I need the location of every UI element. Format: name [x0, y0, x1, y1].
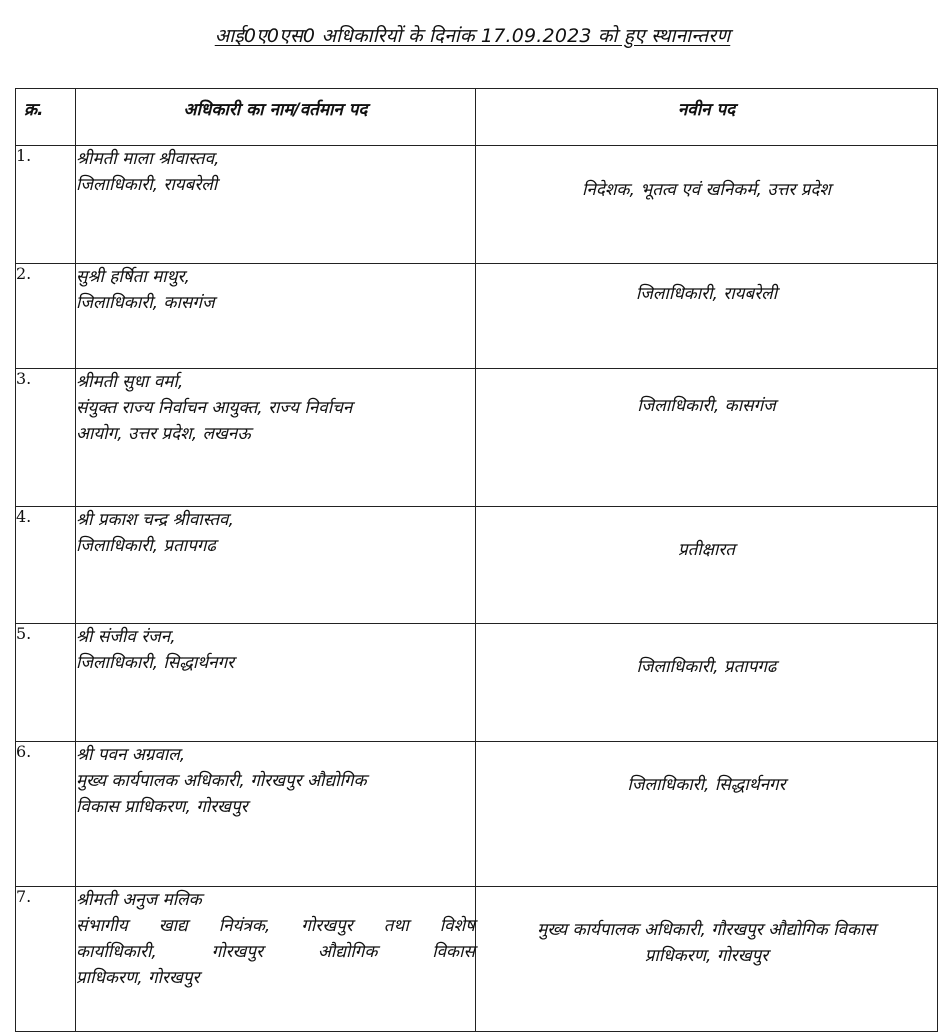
- table-row: [16, 742, 938, 887]
- table-row: [16, 146, 938, 264]
- officer-line: श्रीमती अनुज मलिक: [76, 890, 202, 910]
- table-row: [16, 264, 938, 369]
- officer-line: विकास प्राधिकरण, गोरखपुर: [76, 797, 248, 817]
- new-post-line: निदेशक, भूतत्व एवं खनिकर्म, उत्तर प्रदेश: [581, 180, 831, 200]
- table-header-row: [16, 89, 938, 146]
- officer-name-current-post: [76, 624, 476, 742]
- officer-name-current-post: [76, 742, 476, 887]
- serial-number: 1.: [16, 146, 76, 264]
- officer-line: श्री प्रकाश चन्द्र श्रीवास्तव,: [76, 510, 234, 530]
- table-row: [16, 369, 938, 507]
- new-post: [476, 507, 938, 624]
- new-post: [476, 146, 938, 264]
- officer-name-current-post: [76, 507, 476, 624]
- officer-line: जिलाधिकारी, प्रतापगढ: [76, 536, 216, 556]
- officer-line: सुश्री हर्षिता माथुर,: [76, 267, 190, 287]
- officer-line: कार्याधिकारी, गोरखपुर औद्योगिक विकास: [76, 942, 475, 962]
- officer-line: आयोग, उत्तर प्रदेश, लखनऊ: [76, 424, 251, 444]
- new-post-line: मुख्य कार्यपालक अधिकारी, गौरखपुर औद्योगिक विकास: [537, 920, 876, 940]
- officer-name-current-post: [76, 264, 476, 369]
- new-post: [476, 742, 938, 887]
- new-post-line: जिलाधिकारी, प्रतापगढ: [636, 657, 777, 677]
- officer-line: श्रीमती सुधा वर्मा,: [76, 372, 184, 392]
- officer-name-current-post: [76, 146, 476, 264]
- new-post: [476, 887, 938, 1032]
- officer-line: मुख्य कार्यपालक अधिकारी, गोरखपुर औद्योगिक: [76, 771, 367, 791]
- serial-number: 3.: [16, 369, 76, 507]
- new-post-line: जिलाधिकारी, सिद्धार्थनगर: [627, 775, 786, 795]
- officer-name-current-post: [76, 887, 476, 1032]
- header-officer-name-current-post: अधिकारी का नाम/वर्तमान पद: [76, 89, 476, 146]
- new-post-line: जिलाधिकारी, रायबरेली: [635, 284, 778, 304]
- new-post-line: प्राधिकरण, गोरखपुर: [644, 946, 769, 966]
- officer-name-current-post: [76, 369, 476, 507]
- serial-number: 2.: [16, 264, 76, 369]
- header-new-post: नवीन पद: [476, 89, 938, 146]
- officer-line: संभागीय खाद्य नियंत्रक, गोरखपुर तथा विशेष: [76, 916, 475, 936]
- transfer-table: [15, 88, 938, 1032]
- officer-line: जिलाधिकारी, कासगंज: [76, 293, 215, 313]
- serial-number: 6.: [16, 742, 76, 887]
- serial-number: 7.: [16, 887, 76, 1032]
- table-row: [16, 624, 938, 742]
- officer-line: जिलाधिकारी, रायबरेली: [76, 175, 218, 195]
- header-serial-number: क्र.: [16, 89, 76, 146]
- table-row: [16, 507, 938, 624]
- officer-line: जिलाधिकारी, सिद्धार्थनगर: [76, 653, 235, 673]
- serial-number: 4.: [16, 507, 76, 624]
- document-title: आई0ए0एस0 अधिकारियों के दिनांक 17.09.2023 को हुए स्थानान्तरण: [214, 25, 731, 47]
- officer-line: संयुक्त राज्य निर्वाचन आयुक्त, राज्य निर्वाचन: [76, 398, 353, 418]
- officer-line: श्रीमती माला श्रीवास्तव,: [76, 149, 220, 169]
- new-post-line: जिलाधिकारी, कासगंज: [637, 396, 776, 416]
- new-post: [476, 369, 938, 507]
- new-post: [476, 624, 938, 742]
- officer-line: श्री पवन अग्रवाल,: [76, 745, 186, 765]
- serial-number: 5.: [16, 624, 76, 742]
- officer-line: श्री संजीव रंजन,: [76, 627, 176, 647]
- new-post: [476, 264, 938, 369]
- table-row: [16, 887, 938, 1032]
- officer-line: प्राधिकरण, गोरखपुर: [76, 968, 200, 988]
- new-post-line: प्रतीक्षारत: [677, 540, 735, 560]
